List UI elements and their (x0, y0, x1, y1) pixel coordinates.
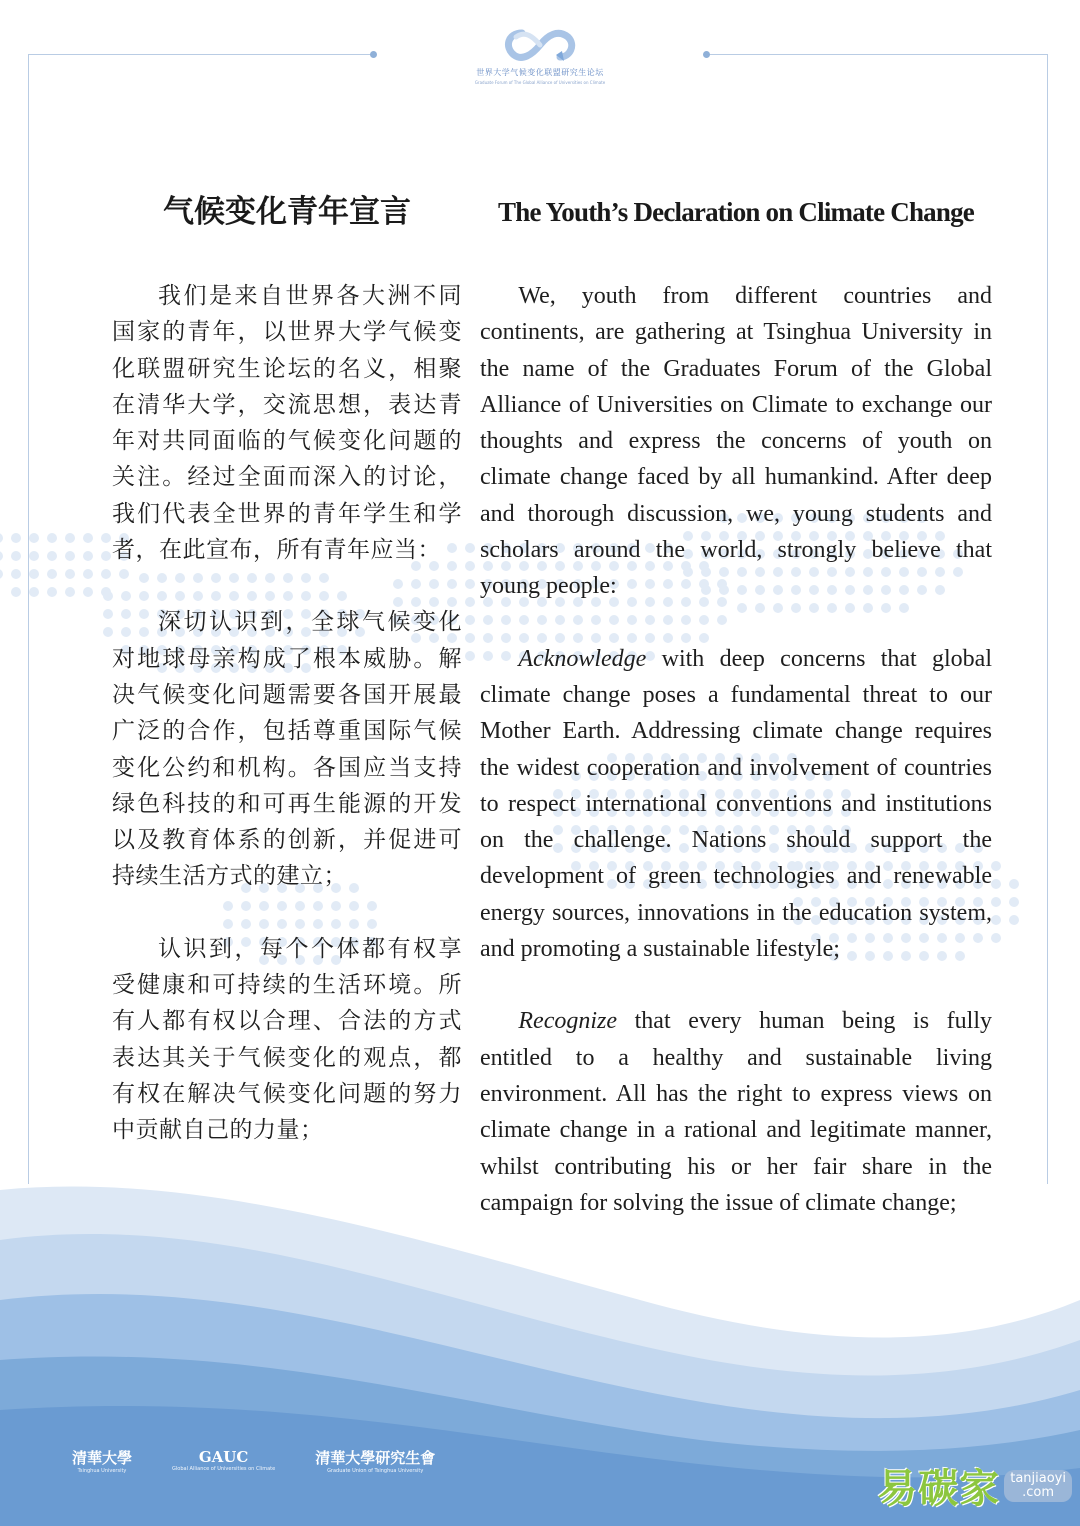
map-dot (991, 879, 1001, 889)
map-dot (29, 533, 39, 543)
map-dot (11, 533, 21, 543)
footer-logos (72, 1440, 435, 1480)
graduate-union-logo-cn: 清華大學研究生會 (315, 1448, 436, 1467)
english-paragraph-2 (480, 641, 992, 968)
map-dot (47, 533, 57, 543)
gauc-logo-subtitle: Global Alliance of Universities on Climate (172, 1466, 276, 1472)
map-dot (101, 551, 111, 561)
tanjiaoyi-watermark (877, 1457, 1072, 1514)
english-paragraph-3-rest: that every human being is fully entitled to a healthy and sustainable living environment. All has the right to express views on climate change in a rational and legitimate manner, whilst contributing his or her fair share in the campaign for solving the issue of climate change; (480, 1008, 992, 1216)
map-dot (1009, 897, 1019, 907)
map-dot (0, 569, 3, 579)
tsinghua-logo-cn: 清華大學 (72, 1448, 133, 1467)
graduate-union-logo (315, 1447, 435, 1474)
map-dot (101, 569, 111, 579)
header-logo-en: Graduate Forum of The Global Alliance of Universities on Climate (474, 80, 606, 85)
map-dot (83, 569, 93, 579)
map-dot (991, 861, 1001, 871)
english-paragraph-1: We, youth from different countries and continents, are gathering at Tsinghua University in the name of the Graduates Forum of the Global Alliance of Universities on Climate to exchange our thoughts and express the concerns of youth on climate change faced by all humankind. After deep and thorough discussion, we, young students and scholars around the world, strongly believe that young people: (480, 283, 992, 600)
tsinghua-logo (72, 1447, 132, 1474)
english-title: The Youth’s Declaration on Climate Change (498, 197, 974, 227)
map-dot (83, 587, 93, 597)
map-dot (11, 569, 21, 579)
graduate-union-logo-en: Graduate Union of Tsinghua University (327, 1467, 424, 1474)
map-dot (465, 543, 475, 553)
map-dot (0, 551, 3, 561)
map-dot (465, 561, 475, 571)
map-dot (47, 569, 57, 579)
english-paragraph-2-rest: with deep concerns that global climate change poses a fundamental threat to our Mother Earth. Addressing climate change requires the widest cooperation and involvement of countries to respect international conventions and institutions on the challenge. Nations should support the development of green technologies and renewable energy sources, innovations in the education system, and promoting a sustainable lifestyle; (480, 645, 992, 963)
english-paragraph-3-lead: Recognize (518, 1008, 618, 1035)
map-dot (47, 551, 57, 561)
map-dot (11, 551, 21, 561)
map-dot (991, 897, 1001, 907)
map-dot (11, 587, 21, 597)
chinese-title: 气候变化青年宣言 (163, 194, 411, 230)
map-dot (1009, 879, 1019, 889)
watermark-cn: 易碳家 (877, 1466, 1001, 1512)
map-dot (465, 615, 475, 625)
tsinghua-logo-en: Tsinghua University (77, 1467, 127, 1474)
header-logo-cn: 世界大学气候变化联盟研究生论坛 (476, 68, 604, 77)
header-logo (0, 25, 1080, 85)
map-dot (465, 651, 475, 661)
chinese-paragraph-1: 我们是来自世界各大洲不同国家的青年，以世界大学气候变化联盟研究生论坛的名义，相聚在清华大学，交流思想，表达青年对共同面临的气候变化问题的关注。经过全面而深入的讨论，我们代表全世界的青年学生和学者，在此宣布，所有青年应当： (112, 283, 462, 564)
chinese-paragraph-2: 深切认识到，全球气候变化对地球母亲构成了根本威胁。解决气候变化问题需要各国开展最广泛的合作，包括尊重国际气候变化公约和机构。各国应当支持绿色科技的和可再生能源的开发以及教育体系的创新，并促进可持续生活方式的建立； (112, 609, 462, 890)
map-dot (65, 551, 75, 561)
map-dot (83, 551, 93, 561)
gauc-logo-title: GAUC (198, 1448, 249, 1466)
map-dot (29, 587, 39, 597)
map-dot (1009, 915, 1019, 925)
map-dot (101, 533, 111, 543)
map-dot (465, 597, 475, 607)
map-dot (465, 633, 475, 643)
english-paragraph-2-lead: Acknowledge (518, 645, 647, 672)
gauc-loop-logo-icon (500, 25, 580, 65)
map-dot (65, 569, 75, 579)
map-dot (0, 533, 3, 543)
map-dot (83, 533, 93, 543)
english-column (480, 190, 992, 1221)
map-dot (29, 551, 39, 561)
watermark-en-line1: tanjiaoyi (1010, 1470, 1066, 1486)
watermark-en (1004, 1470, 1072, 1502)
map-dot (465, 579, 475, 589)
map-dot (29, 569, 39, 579)
map-dot (65, 587, 75, 597)
watermark-en-line2: .com (1022, 1484, 1055, 1500)
chinese-paragraph-3: 认识到，每个个体都有权享受健康和可持续的生活环境。所有人都有权以合理、合法的方式表达其关于气候变化的观点，都有权在解决气候变化问题的努力中贡献自己的力量； (112, 935, 462, 1144)
map-dot (991, 933, 1001, 943)
map-dot (47, 587, 57, 597)
gauc-logo (172, 1448, 275, 1472)
map-dot (65, 533, 75, 543)
chinese-column (112, 190, 462, 1149)
map-dot (991, 915, 1001, 925)
